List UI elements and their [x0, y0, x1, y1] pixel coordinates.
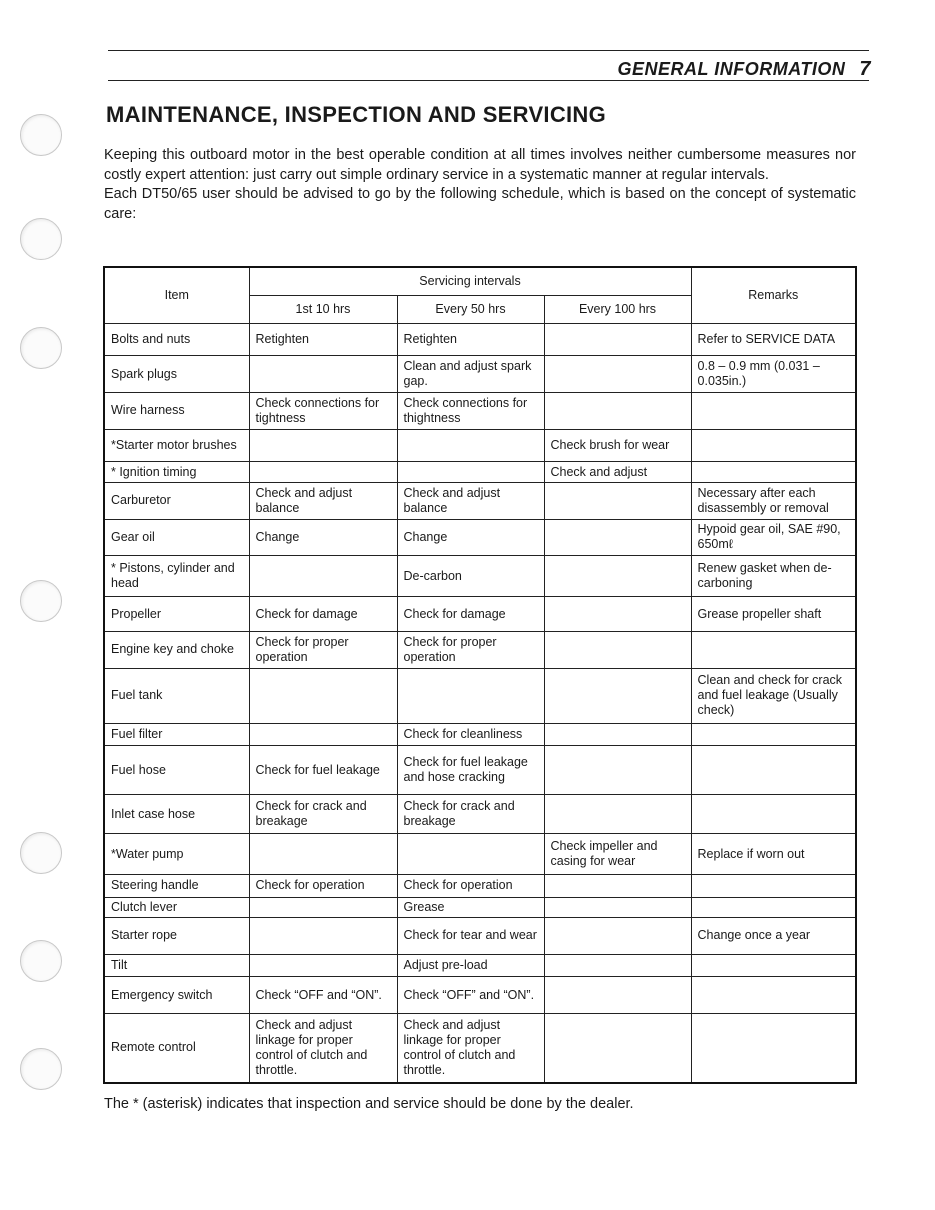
- cell-every-50-hrs: Grease: [397, 897, 544, 917]
- header-item: Item: [104, 267, 249, 323]
- cell-every-100-hrs: [544, 897, 691, 917]
- cell-first-10-hrs: Check for fuel leakage: [249, 746, 397, 795]
- cell-first-10-hrs: Check and adjust balance: [249, 482, 397, 519]
- cell-every-100-hrs: [544, 977, 691, 1014]
- cell-every-50-hrs: Clean and adjust spark gap.: [397, 356, 544, 393]
- cell-every-50-hrs: De-carbon: [397, 556, 544, 597]
- cell-every-100-hrs: Check and adjust: [544, 462, 691, 482]
- schedule-body: [104, 323, 856, 1083]
- cell-every-50-hrs: [397, 834, 544, 875]
- cell-first-10-hrs: [249, 429, 397, 462]
- table-row: [104, 356, 856, 393]
- table-row: [104, 723, 856, 745]
- table-row: [104, 897, 856, 917]
- cell-remarks: [691, 462, 856, 482]
- maintenance-schedule-table: [103, 266, 857, 1084]
- binder-hole-5: [20, 832, 62, 874]
- cell-first-10-hrs: [249, 834, 397, 875]
- page-header: [618, 58, 871, 81]
- table-row: [104, 977, 856, 1014]
- binder-hole-4: [20, 580, 62, 622]
- table-row: [104, 631, 856, 668]
- cell-remarks: Renew gasket when de-carboning: [691, 556, 856, 597]
- cell-every-100-hrs: Check impeller and casing for wear: [544, 834, 691, 875]
- cell-first-10-hrs: [249, 723, 397, 745]
- cell-item: Wire harness: [104, 392, 249, 429]
- cell-item: Carburetor: [104, 482, 249, 519]
- table-row: [104, 954, 856, 976]
- binder-hole-2: [20, 218, 62, 260]
- cell-item: Clutch lever: [104, 897, 249, 917]
- cell-first-10-hrs: [249, 897, 397, 917]
- intro-paragraph-2: Each DT50/65 user should be advised to go by the following schedule, which is based on the concept of systematic care:: [104, 186, 856, 222]
- binder-hole-1: [20, 114, 62, 156]
- header-every-50-hrs: Every 50 hrs: [397, 295, 544, 323]
- cell-every-100-hrs: [544, 723, 691, 745]
- binder-hole-3: [20, 327, 62, 369]
- cell-every-100-hrs: [544, 519, 691, 556]
- table-row: [104, 392, 856, 429]
- header-servicing-intervals: Servicing intervals: [249, 267, 691, 295]
- section-title: GENERAL INFORMATION: [617, 59, 846, 79]
- cell-every-50-hrs: Check for cleanliness: [397, 723, 544, 745]
- cell-item: * Ignition timing: [104, 462, 249, 482]
- header-rule-bottom: [108, 80, 869, 81]
- cell-every-50-hrs: [397, 668, 544, 723]
- cell-every-100-hrs: [544, 482, 691, 519]
- table-row: [104, 597, 856, 632]
- cell-first-10-hrs: Check for damage: [249, 597, 397, 632]
- cell-every-100-hrs: [544, 356, 691, 393]
- cell-remarks: [691, 631, 856, 668]
- cell-every-100-hrs: [544, 631, 691, 668]
- cell-every-50-hrs: Check for tear and wear: [397, 917, 544, 954]
- cell-every-100-hrs: [544, 746, 691, 795]
- header-remarks: Remarks: [691, 267, 856, 323]
- cell-every-100-hrs: [544, 875, 691, 897]
- cell-item: Fuel filter: [104, 723, 249, 745]
- table-row: [104, 429, 856, 462]
- cell-item: Propeller: [104, 597, 249, 632]
- cell-every-100-hrs: [544, 392, 691, 429]
- cell-first-10-hrs: Check for proper operation: [249, 631, 397, 668]
- cell-every-50-hrs: Check for damage: [397, 597, 544, 632]
- table-row: [104, 1013, 856, 1083]
- cell-item: Steering handle: [104, 875, 249, 897]
- cell-first-10-hrs: [249, 462, 397, 482]
- header-every-100-hrs: Every 100 hrs: [544, 295, 691, 323]
- intro-text: [104, 146, 856, 224]
- cell-item: *Water pump: [104, 834, 249, 875]
- cell-every-100-hrs: Check brush for wear: [544, 429, 691, 462]
- cell-item: Remote control: [104, 1013, 249, 1083]
- cell-remarks: Refer to SERVICE DATA: [691, 323, 856, 356]
- cell-remarks: 0.8 – 0.9 mm (0.031 – 0.035in.): [691, 356, 856, 393]
- footnote: The * (asterisk) indicates that inspection and service should be done by the dealer.: [104, 1096, 634, 1112]
- cell-every-50-hrs: Check “OFF” and “ON”.: [397, 977, 544, 1014]
- cell-item: Fuel hose: [104, 746, 249, 795]
- cell-first-10-hrs: Change: [249, 519, 397, 556]
- cell-first-10-hrs: [249, 356, 397, 393]
- cell-item: Tilt: [104, 954, 249, 976]
- cell-first-10-hrs: Check connections for tightness: [249, 392, 397, 429]
- cell-every-50-hrs: Check for proper operation: [397, 631, 544, 668]
- cell-remarks: [691, 746, 856, 795]
- cell-remarks: Replace if worn out: [691, 834, 856, 875]
- cell-remarks: Clean and check for crack and fuel leakage (Usually check): [691, 668, 856, 723]
- cell-every-50-hrs: Check for fuel leakage and hose cracking: [397, 746, 544, 795]
- cell-every-50-hrs: Change: [397, 519, 544, 556]
- cell-every-50-hrs: Check and adjust linkage for proper control of clutch and throttle.: [397, 1013, 544, 1083]
- cell-every-50-hrs: Check connections for thightness: [397, 392, 544, 429]
- intro-paragraph-1: Keeping this outboard motor in the best operable condition at all times involves neither cumbersome measures nor costly expert attention: just carry out simple ordinary service in a systematic manner at regular intervals.: [104, 147, 856, 183]
- cell-first-10-hrs: Check for operation: [249, 875, 397, 897]
- cell-first-10-hrs: Check for crack and breakage: [249, 795, 397, 834]
- cell-remarks: [691, 1013, 856, 1083]
- cell-item: Inlet case hose: [104, 795, 249, 834]
- table-row: [104, 746, 856, 795]
- cell-remarks: [691, 954, 856, 976]
- cell-every-100-hrs: [544, 323, 691, 356]
- header-rule-top: [108, 50, 869, 51]
- cell-item: Fuel tank: [104, 668, 249, 723]
- page-number: 7: [859, 58, 871, 80]
- binder-hole-6: [20, 940, 62, 982]
- cell-first-10-hrs: [249, 917, 397, 954]
- table-row: [104, 462, 856, 482]
- cell-remarks: [691, 723, 856, 745]
- cell-remarks: [691, 977, 856, 1014]
- cell-item: * Pistons, cylinder and head: [104, 556, 249, 597]
- header-first-10-hrs: 1st 10 hrs: [249, 295, 397, 323]
- cell-item: Spark plugs: [104, 356, 249, 393]
- cell-every-100-hrs: [544, 1013, 691, 1083]
- cell-every-50-hrs: Check for operation: [397, 875, 544, 897]
- cell-first-10-hrs: Retighten: [249, 323, 397, 356]
- table-row: [104, 834, 856, 875]
- cell-first-10-hrs: [249, 668, 397, 723]
- binder-hole-7: [20, 1048, 62, 1090]
- cell-every-50-hrs: Retighten: [397, 323, 544, 356]
- cell-first-10-hrs: [249, 556, 397, 597]
- table-row: [104, 875, 856, 897]
- cell-every-50-hrs: Check for crack and breakage: [397, 795, 544, 834]
- cell-remarks: [691, 875, 856, 897]
- cell-every-50-hrs: [397, 462, 544, 482]
- page-title: MAINTENANCE, INSPECTION AND SERVICING: [106, 102, 607, 127]
- cell-remarks: Hypoid gear oil, SAE #90, 650mℓ: [691, 519, 856, 556]
- cell-first-10-hrs: Check and adjust linkage for proper control of clutch and throttle.: [249, 1013, 397, 1083]
- cell-remarks: [691, 392, 856, 429]
- cell-item: Gear oil: [104, 519, 249, 556]
- cell-item: Emergency switch: [104, 977, 249, 1014]
- cell-remarks: Change once a year: [691, 917, 856, 954]
- cell-remarks: [691, 897, 856, 917]
- table-row: [104, 917, 856, 954]
- table-row: [104, 556, 856, 597]
- cell-first-10-hrs: Check “OFF and “ON”.: [249, 977, 397, 1014]
- table-row: [104, 519, 856, 556]
- cell-every-100-hrs: [544, 795, 691, 834]
- cell-every-100-hrs: [544, 597, 691, 632]
- cell-remarks: Necessary after each disassembly or removal: [691, 482, 856, 519]
- cell-every-100-hrs: [544, 556, 691, 597]
- cell-every-50-hrs: Check and adjust balance: [397, 482, 544, 519]
- cell-every-50-hrs: [397, 429, 544, 462]
- table-row: [104, 323, 856, 356]
- cell-item: *Starter motor brushes: [104, 429, 249, 462]
- cell-item: Engine key and choke: [104, 631, 249, 668]
- cell-every-100-hrs: [544, 668, 691, 723]
- cell-every-50-hrs: Adjust pre-load: [397, 954, 544, 976]
- table-row: [104, 668, 856, 723]
- cell-every-100-hrs: [544, 917, 691, 954]
- cell-remarks: [691, 795, 856, 834]
- table-row: [104, 482, 856, 519]
- table-row: [104, 795, 856, 834]
- cell-remarks: [691, 429, 856, 462]
- cell-item: Starter rope: [104, 917, 249, 954]
- cell-first-10-hrs: [249, 954, 397, 976]
- cell-item: Bolts and nuts: [104, 323, 249, 356]
- cell-every-100-hrs: [544, 954, 691, 976]
- cell-remarks: Grease propeller shaft: [691, 597, 856, 632]
